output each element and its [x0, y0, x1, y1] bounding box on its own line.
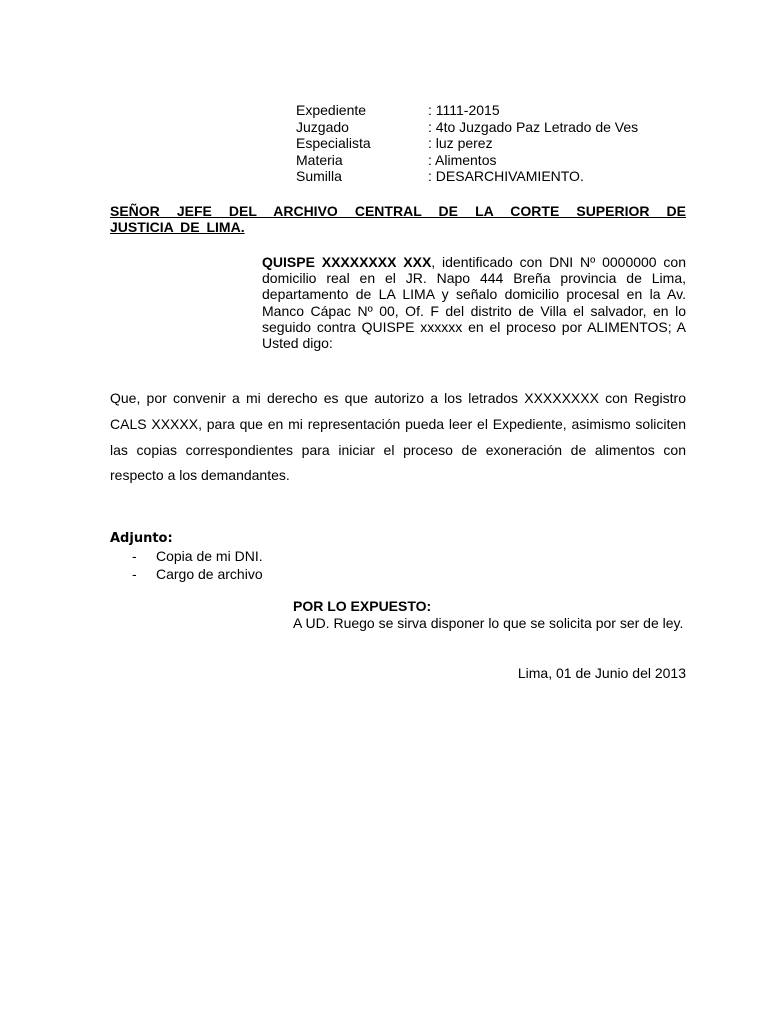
header-row-materia	[296, 152, 696, 169]
list-item-text: Cargo de archivo	[156, 566, 263, 582]
header-label: Juzgado	[296, 118, 349, 135]
addressee-heading	[110, 204, 686, 235]
petitioner-name: QUISPE XXXXXXXX XXX	[262, 254, 432, 270]
header-value: : DESARCHIVAMIENTO.	[428, 168, 584, 184]
list-item	[132, 547, 263, 565]
adjunto-list	[132, 547, 263, 583]
header-label: Sumilla	[296, 168, 342, 184]
closing-text: A UD. Ruego se sirva disponer lo que se solicita por ser de ley.	[293, 615, 684, 631]
adjunto-title: Adjunto:	[110, 531, 173, 546]
header-label: Especialista	[296, 135, 371, 151]
addressee-line-2: JUSTICIA DE LIMA.	[110, 218, 245, 235]
header-value: : luz perez	[428, 135, 493, 151]
intro-text: , identificado con DNI Nº 0000000 con domicilio real en el JR. Napo 444 Breña provincia de Lima, departamento de LA LIMA y señalo domicilio procesal en la Av. Manco Cápac Nº 00, Of. F del distrito de Villa el salvador, en lo seguido contra QUISPE xxxxxx en el proceso por ALIMENTOS; A Usted digo:	[262, 254, 686, 352]
addressee-line-1: SEÑOR JEFE DEL ARCHIVO CENTRAL DE LA CORTE SUPERIOR DE	[110, 203, 686, 219]
date-line: Lima, 01 de Junio del 2013	[517, 665, 686, 681]
header-label: Expediente	[296, 102, 367, 118]
list-item-text: Copia de mi DNI.	[156, 548, 263, 564]
case-header	[296, 102, 696, 185]
header-value: : 4to Juzgado Paz Letrado de Ves	[428, 118, 639, 135]
list-dash: -	[132, 548, 137, 564]
header-row-expediente	[296, 102, 696, 119]
header-label: Materia	[296, 151, 343, 168]
list-dash: -	[132, 566, 137, 582]
header-value: : 1111-2015	[428, 102, 500, 118]
closing-title: POR LO EXPUESTO:	[293, 598, 432, 614]
header-row-juzgado	[296, 119, 696, 136]
header-row-especialista	[296, 135, 696, 152]
list-item	[132, 565, 263, 583]
header-row-sumilla	[296, 168, 696, 185]
body-paragraph: Que, por convenir a mi derecho es que autorizo a los letrados XXXXXXXX con Registro CALS XXXXX, para que en mi representación pueda leer el Expediente, asimismo soliciten las copias correspondientes para iniciar el proceso de exoneración de alimentos con respecto a los demandantes.	[110, 390, 686, 484]
intro-paragraph	[262, 254, 686, 351]
header-value: : Alimentos	[428, 151, 497, 168]
